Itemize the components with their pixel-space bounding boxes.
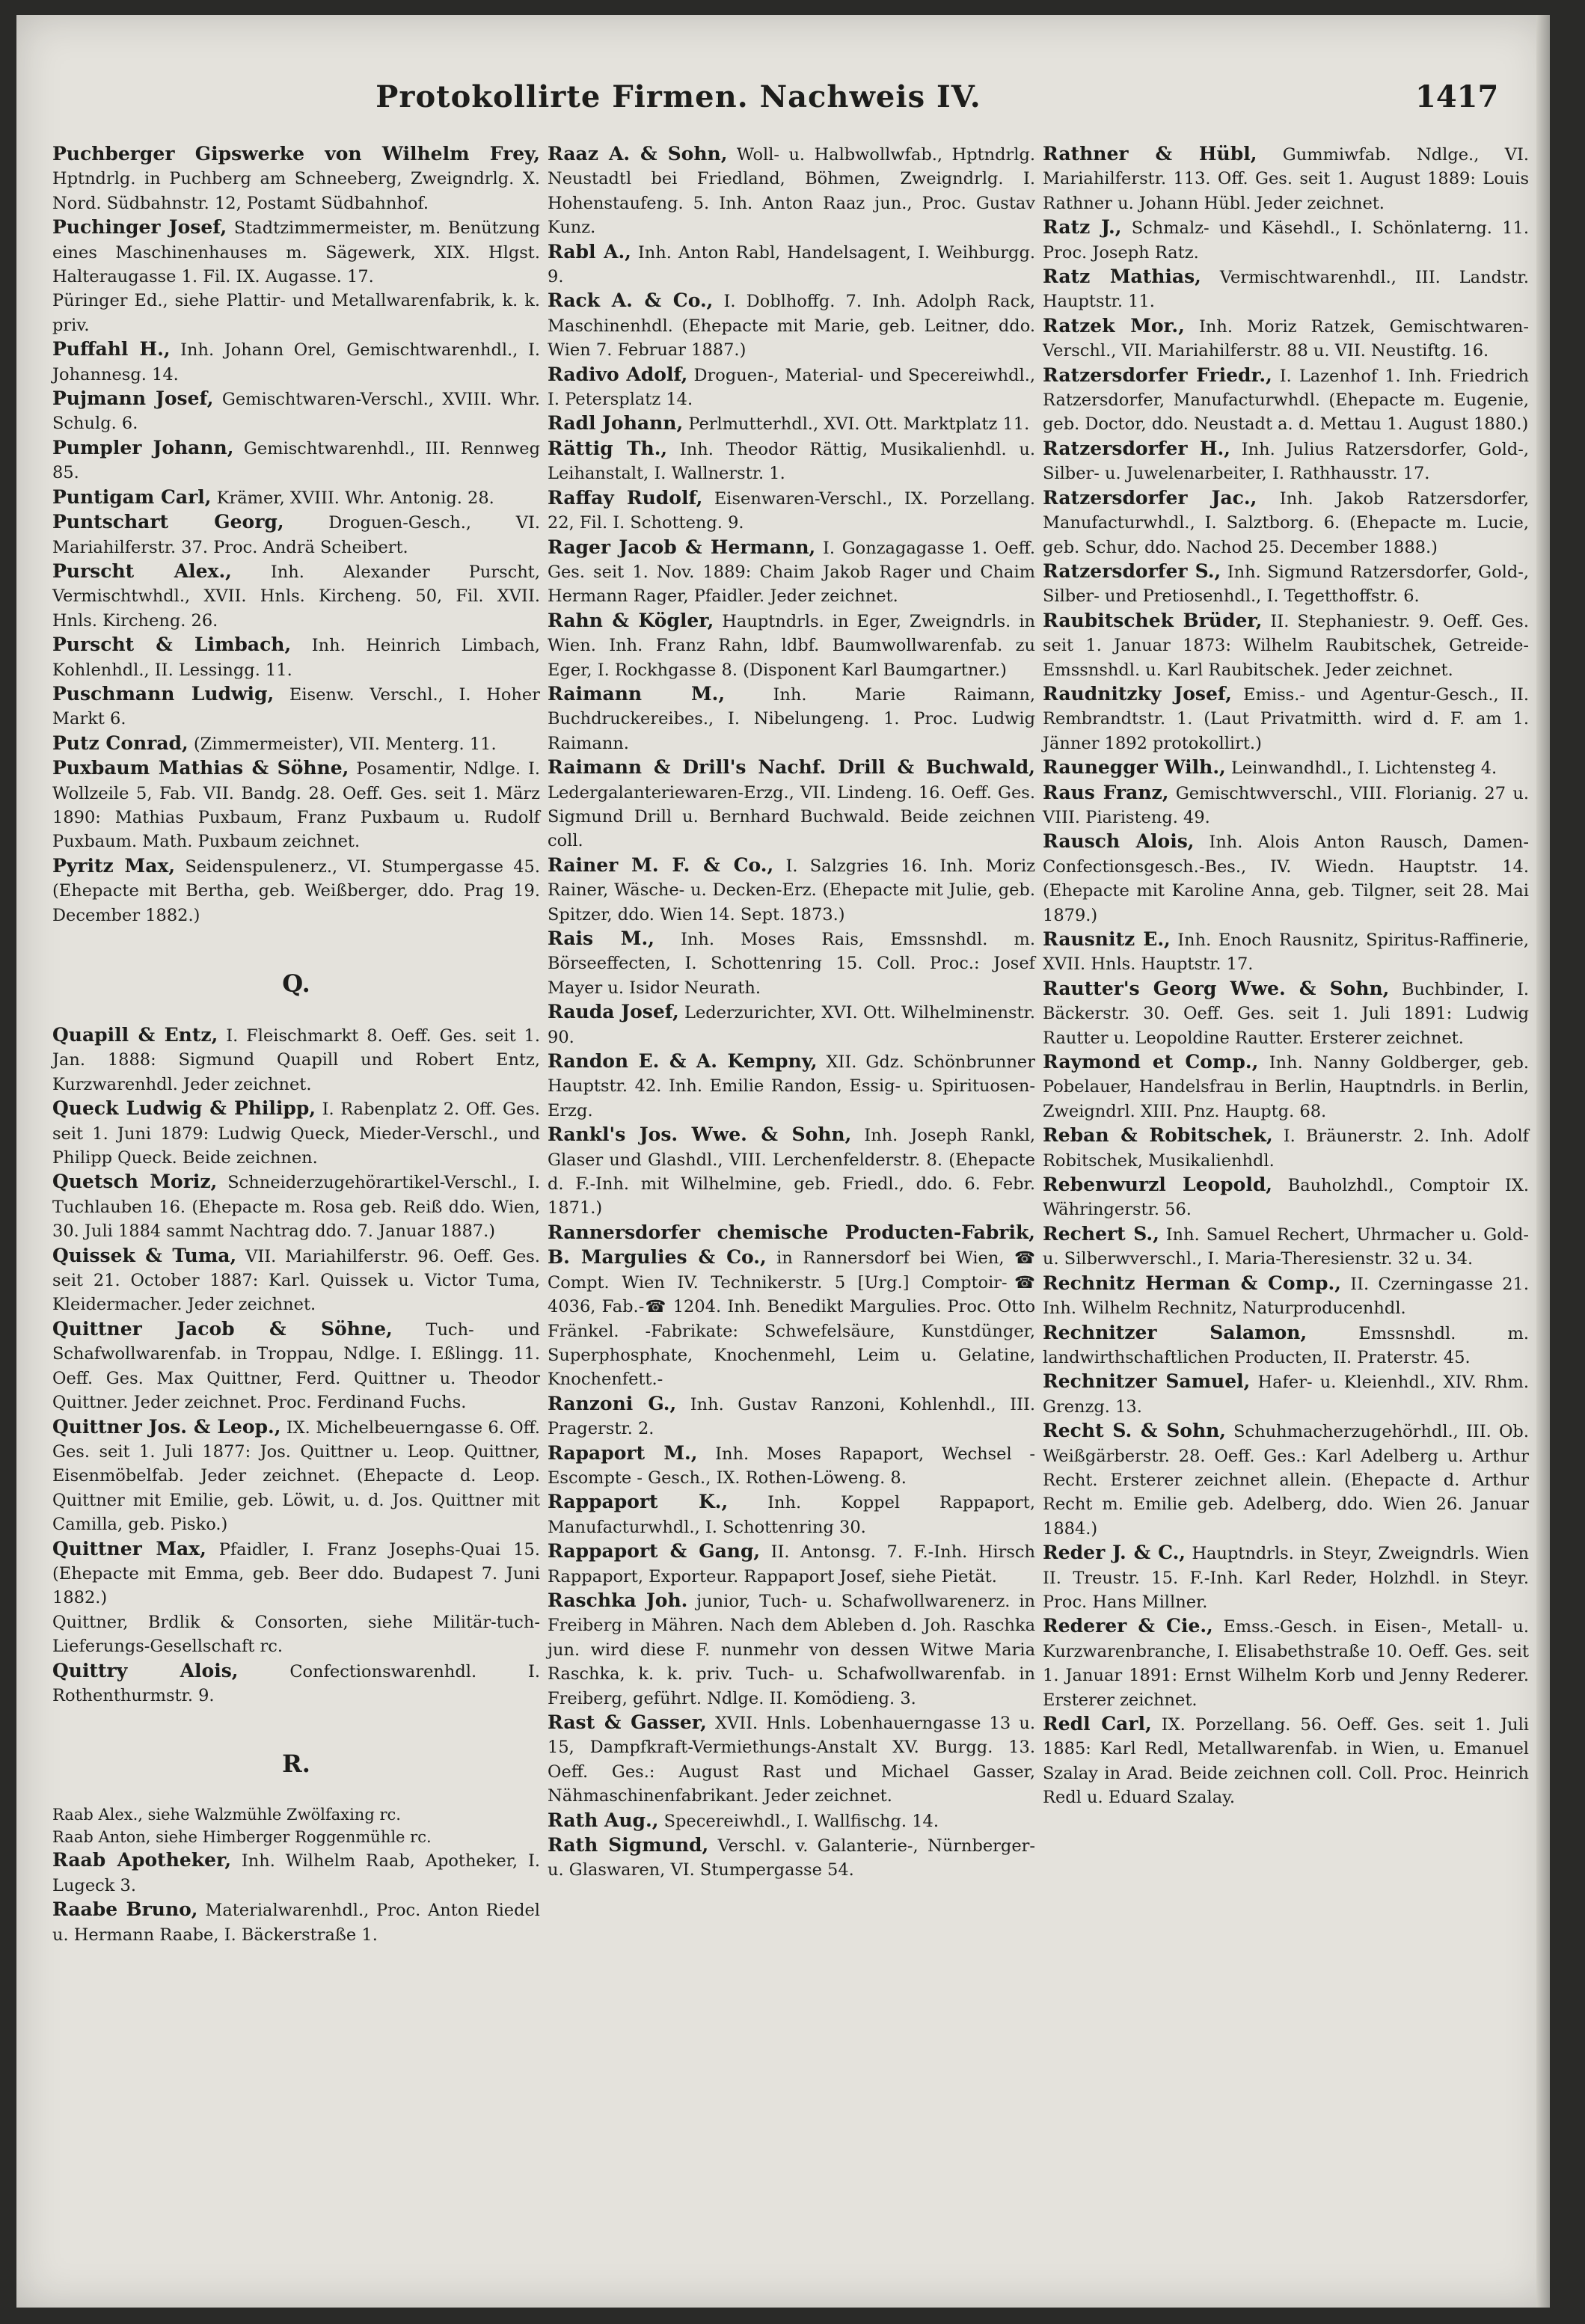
entry-heading: Rebenwurzl Leopold,	[1043, 1174, 1273, 1196]
entry-text: I. Bräunerstr. 2. Inh. Adolf Robitschek, Musikalienhdl.	[1043, 1126, 1529, 1171]
entry-text: Inh. Samuel Rechert, Uhrmacher u. Gold- u. Silberwverschl., I. Maria-Theresienstr. 32 u. 34.	[1043, 1224, 1529, 1269]
entry-text: Inh. Nanny Goldberger, geb. Pobelauer, Handelsfrau in Berlin, Hauptndrls. in Berlin, Zweigndrl. XIII. Pnz. Hauptg. 68.	[1043, 1053, 1529, 1121]
entry-text: I. Fleischmarkt 8. Oeff. Ges. seit 1. Jan. 1888: Sigmund Quapill und Robert Entz, Kurzwarenhdl. Jeder zeichnet.	[52, 1026, 540, 1094]
entry-text: Raab Anton, siehe Himberger Roggenmühle rc.	[52, 1828, 432, 1847]
entry-heading: Quittner Jos. & Leop.,	[52, 1415, 281, 1438]
entry-heading: Rechnitzer Samuel,	[1043, 1370, 1251, 1393]
entry	[548, 240, 1035, 289]
entry-heading: Redl Carl,	[1043, 1713, 1152, 1735]
entry-text: Emssnshdl. m. landwirthschaftlichen Producten, II. Praterstr. 45.	[1043, 1323, 1529, 1367]
directory-page	[16, 15, 1550, 2308]
entry-heading: Pujmann Josef,	[52, 387, 214, 410]
entry-text: Gemischtwarenhdl., III. Rennweg 85.	[52, 438, 540, 483]
entry-heading: Rautter's Georg Wwe. & Sohn,	[1043, 977, 1390, 999]
entry	[1043, 1050, 1529, 1123]
entry	[548, 1441, 1035, 1491]
entry-heading: Raimann & Drill's Nachf. Drill & Buchwald,	[548, 756, 1035, 779]
entry	[52, 1023, 540, 1097]
entry	[1043, 1712, 1529, 1810]
entry-text: Perlmutterhdl., XVI. Ott. Marktplatz 11.	[683, 414, 1030, 435]
entry-heading: Rechnitzer Salamon,	[1043, 1321, 1307, 1343]
entry-heading: Quissek & Tuma,	[52, 1244, 237, 1266]
entry	[1043, 1370, 1529, 1419]
entry	[548, 486, 1035, 536]
entry-heading: Ratzek Mor.,	[1043, 314, 1185, 337]
entry-heading: Rath Sigmund,	[548, 1834, 709, 1857]
entry	[52, 337, 540, 387]
entry-heading: Quittner Max,	[52, 1537, 206, 1560]
entry	[1043, 755, 1529, 780]
entry	[1043, 1272, 1529, 1321]
entry	[52, 436, 540, 485]
entry	[548, 682, 1035, 755]
entry-heading: Pumpler Johann,	[52, 436, 234, 459]
entry-text: Eisenw. Verschl., I. Hoher Markt 6.	[52, 684, 540, 729]
entry-text: Materialwarenhdl., Proc. Anton Riedel u. Hermann Raabe, I. Bäckerstraße 1.	[52, 1901, 540, 1945]
entry-heading: Ratz Mathias,	[1043, 266, 1201, 288]
entry-heading: Rappaport & Gang,	[548, 1540, 761, 1563]
entry-heading: Reban & Robitschek,	[1043, 1124, 1273, 1147]
entry-heading: Puntschart Georg,	[52, 511, 284, 533]
entry-text: Inh. Johann Orel, Gemischtwarenhdl., I. Johannesg. 14.	[52, 340, 540, 384]
entry	[1043, 1173, 1529, 1222]
entry-heading: Raymond et Comp.,	[1043, 1051, 1259, 1073]
entry-text: Eisenwaren-Verschl., IX. Porzellang. 22, Fil. I. Schotteng. 9.	[548, 488, 1036, 533]
entry	[548, 1833, 1035, 1883]
entry-heading: Purscht Alex.,	[52, 559, 232, 582]
entry-text: Emss.-Gesch. in Eisen-, Metall- u. Kurzwarenbranche, I. Elisabethstraße 10. Oeff. Ges. seit 1. Januar 1891: Ernst Wilhelm Korb und Jenny Rederer. Ersterer zeichnet.	[1043, 1617, 1530, 1710]
entry-text: I. Salzgries 16. Inh. Moriz Rainer, Wäsche- u. Decken-Erz. (Ehepacte mit Julie, geb. Spitzer, ddo. Wien 14. Sept. 1873.)	[548, 856, 1036, 925]
entry-heading: Rausch Alois,	[1043, 830, 1195, 853]
entry	[548, 1123, 1035, 1221]
entry	[548, 411, 1035, 436]
entry	[548, 1490, 1035, 1539]
entry	[1043, 364, 1529, 437]
entry-heading: Ratzersdorfer H.,	[1043, 437, 1230, 459]
entry-heading: Rederer & Cie.,	[1043, 1615, 1213, 1637]
entry	[548, 363, 1035, 412]
entry-text: Inh. Enoch Rausnitz, Spiritus-Raffinerie, XVII. Hnls. Hauptstr. 17.	[1043, 930, 1529, 975]
entry	[52, 1415, 540, 1537]
column-1	[52, 142, 540, 1947]
entry	[548, 289, 1035, 362]
entry	[1043, 1222, 1529, 1272]
entry-heading: Randon E. & A. Kempny,	[548, 1050, 818, 1073]
entry	[52, 142, 540, 215]
entry-text: Inh. Theodor Rättig, Musikalienhdl. u. Leihanstalt, I. Wallnerstr. 1.	[548, 439, 1035, 484]
entry	[1043, 265, 1529, 314]
entry	[1043, 1123, 1529, 1173]
entry	[548, 1809, 1035, 1833]
entry-text: Krämer, XVIII. Whr. Antonig. 28.	[211, 488, 494, 508]
entry	[52, 387, 540, 436]
entry-heading: Puschmann Ludwig,	[52, 682, 275, 705]
entry	[548, 853, 1035, 927]
entry-heading: Raschka Joh.	[548, 1589, 688, 1611]
entry	[1043, 977, 1529, 1050]
entry-text: Hptndrlg. in Puchberg am Schneeberg, Zweigndrlg. X. Nord. Südbahnstr. 12, Postamt Südbahnhof.	[52, 169, 540, 213]
entry-text: Bauholzhdl., Comptoir IX. Währingerstr. 56.	[1043, 1176, 1529, 1220]
entry-heading: Rappaport K.,	[548, 1491, 729, 1513]
entry-heading: Rannersdorfer chemische Producten-Fabrik, B. Margulies & Co.,	[548, 1221, 1035, 1269]
entry-heading: Purscht & Limbach,	[52, 634, 292, 656]
entry-text: Inh. Moriz Ratzek, Gemischtwaren-Verschl., VII. Mariahilferstr. 88 u. VII. Neustiftg. 16.	[1043, 316, 1529, 361]
entry-text: junior, Tuch- u. Schafwollwarenerz. in Freiberg in Mähren. Nach dem Ableben d. Joh. Raschka jun. wird diese F. nunmehr von dessen Witwe Maria Raschka, k. k. priv. Tuch- u. Schafwollwarenfab. in Freiberg, geführt. Ndlge. II. Komödieng. 3.	[548, 1591, 1035, 1708]
entry-heading: Rechert S.,	[1043, 1222, 1159, 1245]
entry-text: Buchbinder, I. Bäckerstr. 30. Oeff. Ges. seit 1. Juli 1891: Ludwig Rautter u. Leopoldine Rautter. Ersterer zeichnet.	[1043, 979, 1529, 1048]
entry-heading: Rauda Josef,	[548, 1001, 679, 1023]
entry-text: Inh. Alexander Purscht, Vermischtwhdl., XVII. Hnls. Kircheng. 50, Fil. XVII. Hnls. Kircheng. 26.	[52, 562, 540, 631]
entry	[1043, 142, 1529, 215]
entry	[1043, 928, 1529, 977]
entry	[52, 510, 540, 559]
entry	[52, 756, 540, 854]
entry	[548, 927, 1035, 1000]
entry-text: Stadtzimmermeister, m. Benützung eines Maschinenhauses m. Sägewerk, XIX. Hlgst. Halteraugasse 1. Fil. IX. Augasse. 17.	[52, 218, 540, 287]
entry-text: Inh. Moses Rapaport, Wechsel - Escompte - Gesch., IX. Rothen-Löweng. 8.	[548, 1444, 1035, 1488]
entry-text: Inh. Anton Rabl, Handelsagent, I. Weihburgg. 9.	[548, 242, 1035, 287]
entry	[548, 1589, 1035, 1711]
entry	[52, 485, 540, 510]
entry-text: Schmalz- und Käsehdl., I. Schönlaterng. 11. Proc. Joseph Ratz.	[1043, 218, 1529, 263]
entry-heading: Rabl A.,	[548, 240, 631, 263]
entry	[548, 609, 1035, 682]
entry	[548, 1711, 1035, 1809]
entry-text: Schneiderzugehörartikel-Verschl., I. Tuchlauben 16. (Ehepacte m. Rosa geb. Reiß ddo. Wien, 30. Juli 1884 sammt Nachtrag ddo. 7. Januar 1887.)	[52, 1173, 540, 1242]
entry	[548, 755, 1035, 853]
entry-text: Emiss.- und Agentur-Gesch., II. Rembrandtstr. 1. (Laut Privatmitth. wird d. F. am 1. Jänner 1892 protokollirt.)	[1043, 684, 1529, 753]
entry-text: Inh. Joseph Rankl, Glaser und Glashdl., VIII. Lerchenfelderstr. 8. (Ehepacte d. F.-Inh. mit Wilhelmine, geb. Friedl., ddo. 6. Febr. 1871.)	[548, 1126, 1035, 1218]
entry	[548, 437, 1035, 486]
entry	[1043, 215, 1529, 265]
entry-heading: Raus Franz,	[1043, 781, 1169, 803]
entry-heading: Quittry Alois,	[52, 1659, 239, 1681]
entry	[1043, 314, 1529, 364]
page-number: 1417	[1415, 79, 1499, 114]
entry-heading: Queck Ludwig & Philipp,	[52, 1097, 316, 1120]
entry	[1043, 682, 1529, 755]
entry	[1043, 1321, 1529, 1370]
entry-text: XII. Gdz. Schönbrunner Hauptstr. 42. Inh. Emilie Randon, Essig- u. Spirituosen-Erzg.	[548, 1052, 1036, 1120]
entry-text: (Zimmermeister), VII. Menterg. 11.	[188, 734, 497, 754]
entry-heading: Puchinger Josef,	[52, 216, 227, 239]
entry-text: I. Doblhoffg. 7. Inh. Adolph Rack, Maschinenhdl. (Ehepacte mit Marie, geb. Leitner, ddo. Wien 7. Februar 1887.)	[548, 292, 1035, 361]
entry-text: II. Antonsg. 7. F.-Inh. Hirsch Rappaport, Exporteur. Rappaport Josef, siehe Pietät.	[548, 1542, 1035, 1586]
entry-text: Inh. Gustav Ranzoni, Kohlenhdl., III. Pragerstr. 2.	[548, 1394, 1035, 1439]
entry-text: I. Gonzagagasse 1. Oeff. Ges. seit 1. Nov. 1889: Chaim Jakob Rager und Chaim Hermann Rager, Pfaidler. Jeder zeichnet.	[548, 538, 1035, 607]
entry	[52, 215, 540, 289]
entry	[52, 1826, 540, 1848]
entry-text: Inh. Julius Ratzersdorfer, Gold-, Silber- u. Juwelenarbeiter, I. Rathhausstr. 17.	[1043, 439, 1529, 484]
entry-heading: Quapill & Entz,	[52, 1024, 218, 1046]
entry-text: Hauptndrls. in Steyr, Zweigndrls. Wien II. Treustr. 15. F.-Inh. Karl Reder, Holzhdl. in Steyr. Proc. Hans Millner.	[1043, 1544, 1529, 1612]
entry-text: Droguen-, Material- und Specereiwhdl., I. Petersplatz 14.	[548, 365, 1036, 410]
entry	[1043, 437, 1529, 486]
entry-heading: Radivo Adolf,	[548, 363, 688, 385]
page-title: Protokollirte Firmen. Nachweis IV.	[375, 79, 981, 114]
entry-text: IX. Porzellang. 56. Oeff. Ges. seit 1. Juli 1885: Karl Redl, Metallwarenfab. in Wien, u. Emanuel Szalay in Arad. Beide zeichnen coll. Coll. Proc. Heinrich Redl u. Eduard Szalay.	[1043, 1715, 1529, 1808]
entry-heading: Ratz J.,	[1043, 216, 1122, 239]
entry	[548, 1221, 1035, 1392]
entry-heading: Ranzoni G.,	[548, 1392, 677, 1414]
entry-text: Lederzurichter, XVI. Ott. Wilhelminenstr. 90.	[548, 1003, 1035, 1047]
entry-text: Ledergalanteriewaren-Erzg., VII. Lindeng. 16. Oeff. Ges. Sigmund Drill u. Bernhard Buchwald. Beide zeichnen coll.	[548, 782, 1035, 851]
entry	[52, 732, 540, 756]
entry-text: Inh. Koppel Rappaport, Manufacturwhdl., I. Schottenring 30.	[548, 1493, 1035, 1537]
entry-text: VII. Mariahilferstr. 96. Oeff. Ges. seit 21. October 1887: Karl. Quissek u. Victor Tuma, Kleidermacher. Jeder zeichnet.	[52, 1246, 540, 1315]
entry-heading: Rankl's Jos. Wwe. & Sohn,	[548, 1123, 852, 1146]
entry-heading: Ratzersdorfer Friedr.,	[1043, 364, 1272, 386]
entry-heading: Puxbaum Mathias & Söhne,	[52, 757, 349, 779]
entry	[52, 1097, 540, 1170]
entry-text: IX. Michelbeuerngasse 6. Off. Ges. seit 1. Juli 1877: Jos. Quittner u. Leop. Quittner, Eisenmöbelfab. Jeder zeichnet. (Ehepacte d. Leop. Quittner mit Emilie, geb. Löwit, u. d. Jos. Quittner mit Camilla, geb. Pisko.)	[52, 1417, 540, 1535]
entry-heading: Radl Johann,	[548, 412, 684, 435]
column-2	[548, 142, 1035, 1883]
entry	[548, 536, 1035, 609]
entry	[548, 1539, 1035, 1589]
entry-text: II. Stephaniestr. 9. Oeff. Ges. seit 1. Januar 1873: Wilhelm Raubitschek, Getreide-Emssnshdl. u. Karl Raubitschek. Jeder zeichnet.	[1043, 611, 1529, 680]
entry-text: Quittner, Brdlik & Consorten, siehe Militär-tuch-Lieferungs-Gesellschaft rc.	[52, 1612, 540, 1657]
entry-text: Gemischtwverschl., VIII. Florianig. 27 u. VIII. Piaristeng. 49.	[1043, 783, 1529, 827]
entry-heading: Raudnitzky Josef,	[1043, 682, 1232, 705]
entry-text: Inh. Heinrich Limbach, Kohlenhdl., II. Lessingg. 11.	[52, 636, 540, 680]
entry	[52, 1317, 540, 1415]
entry-heading: Ratzersdorfer Jac.,	[1043, 486, 1257, 509]
entry-heading: Recht S. & Sohn,	[1043, 1420, 1227, 1442]
entry-heading: Rager Jacob & Hermann,	[548, 536, 816, 558]
entry	[1043, 830, 1529, 928]
entry-heading: Raffay Rudolf,	[548, 486, 703, 509]
entry	[1043, 609, 1529, 682]
entry-text: Hafer- u. Kleienhdl., XIV. Rhm. Grenzg. 13.	[1043, 1373, 1529, 1417]
entry-heading: Pyritz Max,	[52, 854, 176, 877]
entry-heading: Rättig Th.,	[548, 437, 668, 459]
entry	[52, 1848, 540, 1898]
entry-text: Inh. Marie Raimann, Buchdruckereibes., I. Nibelungeng. 1. Proc. Ludwig Raimann.	[548, 684, 1035, 753]
entry	[52, 1803, 540, 1826]
entry	[1043, 486, 1529, 559]
entry-heading: Puchberger Gipswerke von Wilhelm Frey,	[52, 143, 540, 165]
entry-text: Pfaidler, I. Franz Josephs-Quai 15. (Ehepacte mit Emma, geb. Beer ddo. Budapest 7. Juni 1882.)	[52, 1539, 541, 1608]
entry	[52, 1537, 540, 1610]
section-letter-q: Q.	[282, 969, 310, 998]
entry-text: XVII. Hnls. Lobenhauerngasse 13 u. 15, Dampfkraft-Vermiethungs-Anstalt XV. Burgg. 13. Oeff. Ges.: August Rast und Michael Gasser, Nähmaschinenfabrikant. Jeder zeichnet.	[548, 1714, 1035, 1806]
entry-text: Woll- u. Halbwollwfab., Hptndrlg. Neustadtl bei Friedland, Böhmen, Zweigndrlg. I. Hohenstaufeng. 5. Inh. Anton Raaz jun., Proc. Gustav Kunz.	[548, 145, 1035, 238]
entry-heading: Rack A. & Co.,	[548, 289, 714, 312]
entry	[52, 1244, 540, 1317]
entry-text: Seidenspulenerz., VI. Stumpergasse 45. (Ehepacte mit Bertha, geb. Weißberger, ddo. Prag 19. December 1882.)	[52, 856, 540, 925]
entry-text: I. Rabenplatz 2. Off. Ges. seit 1. Juni 1879: Ludwig Queck, Mieder-Verschl., und Philipp Queck. Beide zeichnen.	[52, 1100, 541, 1168]
entry-text: Confectionswarenhdl. I. Rothenthurmstr. 9.	[52, 1661, 540, 1705]
entry	[548, 1392, 1035, 1441]
entry-text: Püringer Ed., siehe Plattir- und Metallwarenfabrik, k. k. priv.	[52, 291, 540, 335]
entry	[1043, 1419, 1529, 1541]
entry-heading: Raab Apotheker,	[52, 1849, 232, 1871]
entry-text: Gemischtwaren-Verschl., XVIII. Whr. Schulg. 6.	[52, 390, 540, 434]
entry	[1043, 559, 1529, 609]
entry-heading: Ratzersdorfer S.,	[1043, 559, 1221, 582]
entry-text: Inh. Alois Anton Rausch, Damen-Confectionsgesch.-Bes., IV. Wiedn. Hauptstr. 14. (Ehepacte mit Karoline Anna, geb. Tilgner, seit 28. Mai 1879.)	[1043, 833, 1530, 925]
entry-heading: Raunegger Wilh.,	[1043, 756, 1226, 779]
entry-heading: Puffahl H.,	[52, 338, 171, 361]
entry	[52, 289, 540, 337]
entry-text: Gummiwfab. Ndlge., VI. Mariahilferstr. 113. Off. Ges. seit 1. August 1889: Louis Rathner u. Johann Hübl. Jeder zeichnet.	[1043, 145, 1530, 213]
entry-text: Droguen-Gesch., VI. Mariahilferstr. 37. Proc. Andrä Scheibert.	[52, 513, 540, 557]
entry	[52, 559, 540, 633]
entry-text: Specereiwhdl., I. Wallfischg. 14.	[658, 1811, 939, 1831]
entry	[52, 1170, 540, 1243]
entry-heading: Raabe Bruno,	[52, 1898, 198, 1921]
entry-heading: Rahn & Kögler,	[548, 609, 714, 631]
entry-text: Tuch- und Schafwollwarenfab. in Troppau, Ndlge. I. Eßlingg. 11. Oeff. Ges. Max Quittner, Ferd. Quittner u. Theodor Quittner. Jeder zeichnet. Proc. Ferdinand Fuchs.	[52, 1319, 540, 1413]
entry-heading: Quetsch Moriz,	[52, 1171, 218, 1193]
entry-text: Inh. Jakob Ratzersdorfer, Manufacturwhdl., I. Salztborg. 6. (Ehepacte m. Lucie, geb. Schur, ddo. Nachod 25. December 1888.)	[1043, 488, 1529, 557]
entry-text: in Rannersdorf bei Wien, ☎ Compt. Wien IV. Technikerstr. 5 [Urg.] Comptoir-☎ 4036, Fab.-☎ 1204. Inh. Benedikt Margulies. Proc. Otto Fränkel. -Fabrikate: Schwefelsäure, Kunstdünger, Superphosphate, Knochenmehl, Leim u. Gelatine, Knochenfett.-	[548, 1248, 1036, 1390]
entry-text: Inh. Sigmund Ratzersdorfer, Gold-, Silber- und Pretiosenhdl., I. Tegetthoffstr. 6.	[1043, 562, 1529, 607]
entry-heading: Rechnitz Herman & Comp.,	[1043, 1272, 1341, 1294]
entry	[52, 1610, 540, 1659]
entry	[52, 854, 540, 928]
entry	[52, 1898, 540, 1947]
entry-heading: Putz Conrad,	[52, 732, 188, 754]
entry	[1043, 1541, 1529, 1614]
entry	[548, 1000, 1035, 1049]
entry-text: Posamentir, Ndlge. I. Wollzeile 5, Fab. VII. Bandg. 28. Oeff. Ges. seit 1. März 1890: Mathias Puxbaum, Franz Puxbaum u. Rudolf Puxbaum. Math. Puxbaum zeichnet.	[52, 759, 540, 852]
entry-text: Schuhmacherzugehörhdl., III. Ob. Weißgärberstr. 28. Oeff. Ges.: Karl Adelberg u. Arthur Recht. Ersterer zeichnet allein. (Ehepacte d. Arthur Recht m. Emilie geb. Adelberg, ddo. Wien 26. Januar 1884.)	[1043, 1422, 1529, 1539]
entry-heading: Rainer M. F. & Co.,	[548, 853, 774, 876]
entry-heading: Reder J. & C.,	[1043, 1542, 1186, 1564]
entry-heading: Rausnitz E.,	[1043, 928, 1171, 950]
entry	[548, 1049, 1035, 1123]
entry-heading: Raaz A. & Sohn,	[548, 143, 728, 165]
entry	[1043, 781, 1529, 830]
column-3	[1043, 142, 1529, 1810]
entry-text: Inh. Wilhelm Raab, Apotheker, I. Lugeck 3.	[52, 1851, 540, 1895]
section-letter-r: R.	[282, 1750, 310, 1779]
entry-heading: Rath Aug.,	[548, 1809, 659, 1831]
entry-heading: Rapaport M.,	[548, 1441, 698, 1464]
entry-text: Vermischtwarenhdl., III. Landstr. Hauptstr. 11.	[1043, 268, 1529, 312]
entry	[52, 633, 540, 682]
entry-heading: Raubitschek Brüder,	[1043, 609, 1263, 631]
entry-text: Inh. Moses Rais, Emssnshdl. m. Börseeffecten, I. Schottenring 15. Coll. Proc.: Josef Mayer u. Isidor Neurath.	[548, 930, 1036, 998]
entry	[52, 1659, 540, 1708]
entry-text: Hauptndrls. in Eger, Zweigndrls. in Wien. Inh. Franz Rahn, ldbf. Baumwollwarenfab. zu Eger, I. Rockhgasse 8. (Disponent Karl Baumgartner.)	[548, 611, 1035, 680]
entry-text: Raab Alex., siehe Walzmühle Zwölfaxing rc.	[52, 1806, 401, 1824]
entry	[1043, 1614, 1529, 1712]
page-edge-shadow	[1536, 15, 1550, 2308]
entry-heading: Rais M.,	[548, 928, 654, 949]
entry-text: II. Czerningasse 21. Inh. Wilhelm Rechnitz, Naturproducenhdl.	[1043, 1274, 1529, 1319]
entry-text: Leinwandhdl., I. Lichtensteg 4.	[1225, 758, 1497, 779]
entry-heading: Puntigam Carl,	[52, 485, 212, 508]
entry-text: I. Lazenhof 1. Inh. Friedrich Ratzersdorfer, Manufacturwhdl. (Ehepacte m. Eugenie, geb. Doctor, ddo. Neustadt a. d. Mettau 1. August 1880.)	[1043, 366, 1529, 435]
entry-text: Verschl. v. Galanterie-, Nürnberger- u. Glaswaren, VI. Stumpergasse 54.	[548, 1836, 1036, 1880]
entry-heading: Quittner Jacob & Söhne,	[52, 1317, 393, 1340]
entry	[548, 142, 1035, 240]
entry-heading: Rast & Gasser,	[548, 1711, 707, 1733]
entry	[52, 682, 540, 732]
entry-heading: Raimann M.,	[548, 682, 726, 705]
entry-heading: Rathner & Hübl,	[1043, 143, 1257, 165]
